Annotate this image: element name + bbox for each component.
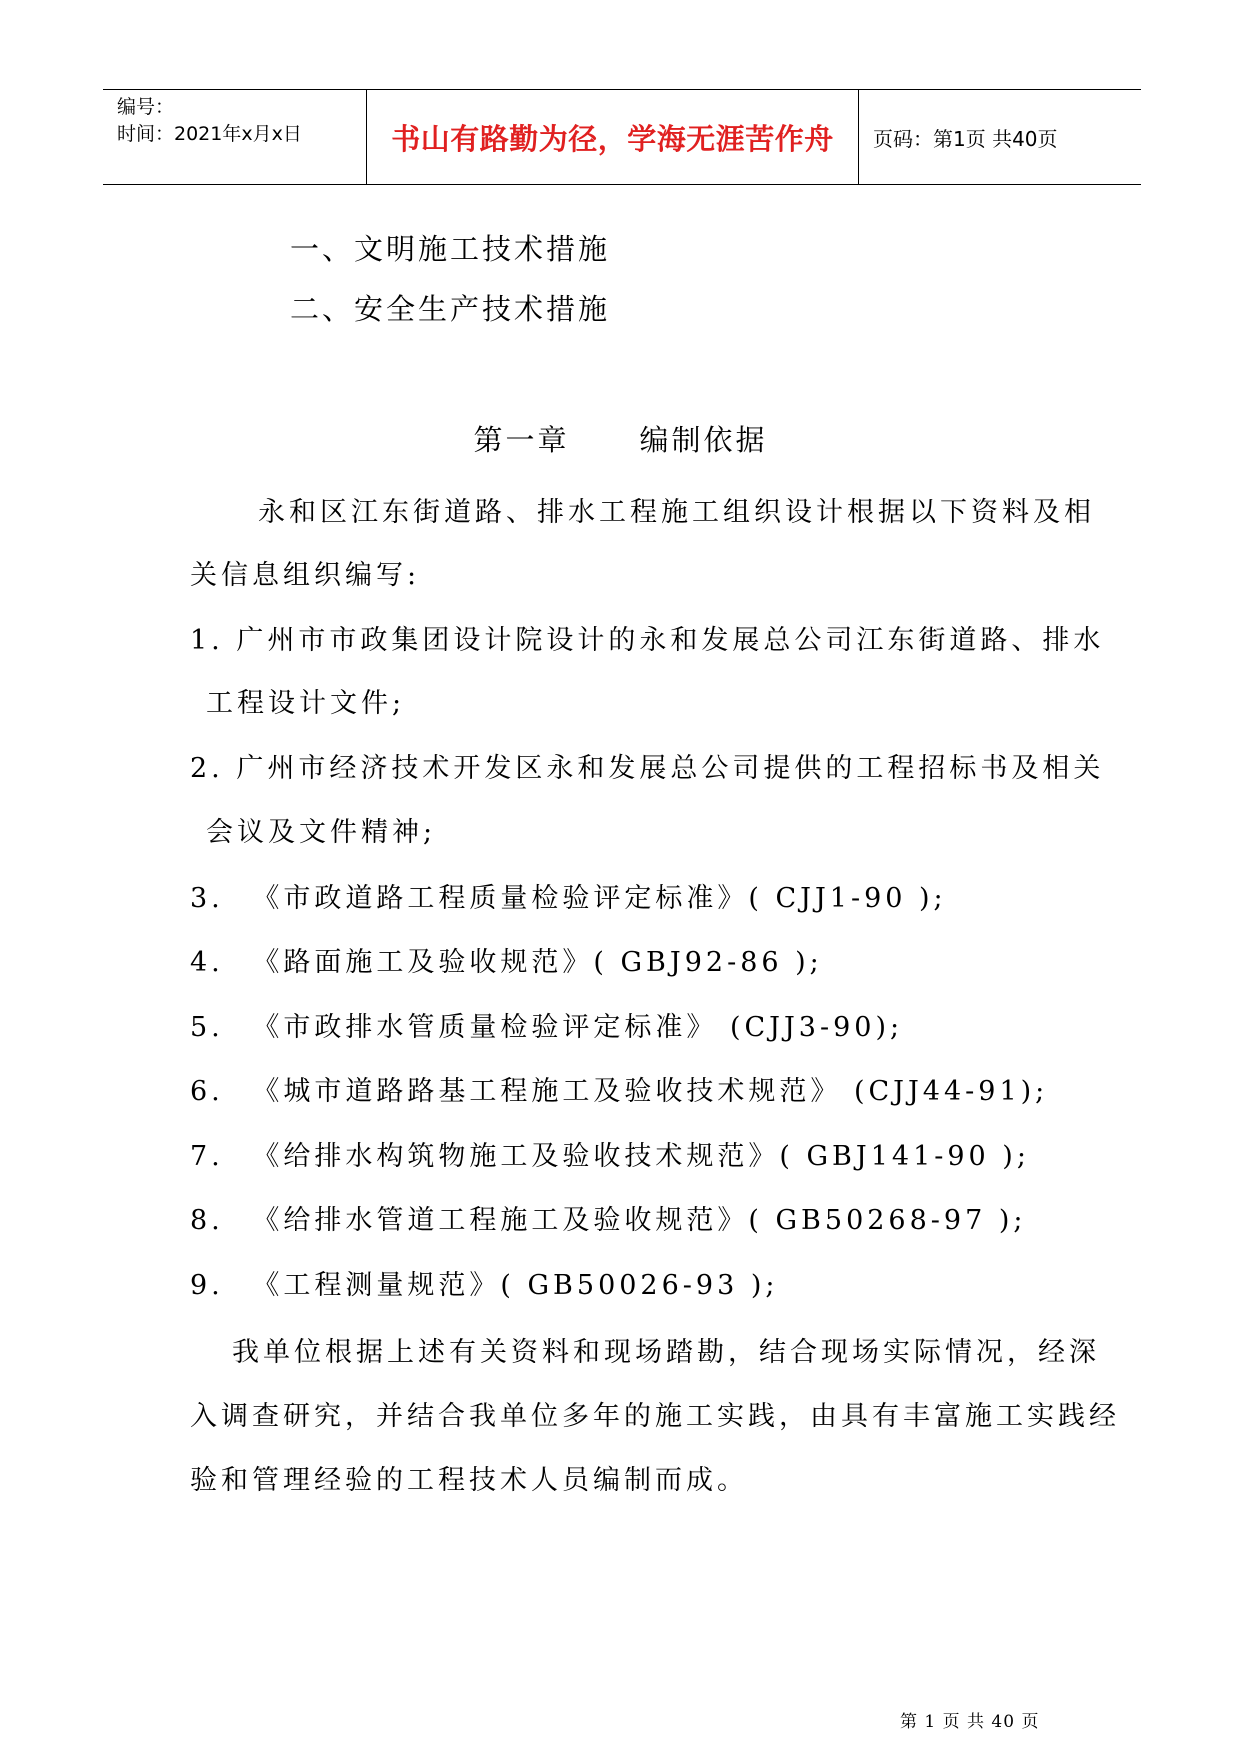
list-item-number: 8. [190,1205,224,1236]
list-item-1-continuation: 工程设计文件; [206,688,406,719]
closing-paragraph-line: 入调查研究，并结合我单位多年的施工实践，由具有丰富施工实践经 [190,1401,1120,1432]
chapter-title: 编制依据 [639,423,768,457]
list-item-8 [190,1198,1026,1237]
document-number-label: 编号： [117,96,175,118]
list-item-1 [190,618,1104,657]
closing-paragraph-line: 我单位根据上述有关资料和现场踏勘，结合现场实际情况，经深 [232,1337,1100,1368]
list-item-5 [190,1005,903,1044]
list-item-3 [190,876,947,915]
list-item-6 [190,1069,1048,1108]
header-meta [103,90,367,184]
toc-item-2: 二、安全生产技术措施 [290,292,611,326]
document-header [103,89,1141,185]
closing-paragraph-line: 验和管理经验的工程技术人员编制而成。 [190,1465,748,1496]
list-item-number: 4. [190,947,224,978]
list-item-text: 广州市经济技术开发区永和发展总公司提供的工程招标书及相关 [236,753,1105,784]
list-item-number: 3. [190,883,224,914]
list-item-number: 9. [190,1270,224,1301]
list-item-text: 《路面施工及验收规范》( GBJ92-86 ); [252,947,823,978]
list-item-text: 《市政道路工程质量检验评定标准》( CJJ1-90 ); [252,883,947,914]
intro-paragraph-line: 永和区江东街道路、排水工程施工组织设计根据以下资料及相 [258,497,1095,528]
list-item-number: 2. [190,753,224,784]
header-motto: 书山有路勤为径，学海无涯苦作舟 [367,90,859,184]
list-item-number: 5. [190,1012,224,1043]
intro-paragraph-line: 关信息组织编写: [190,560,421,591]
list-item-number: 6. [190,1076,224,1107]
document-time-label: 时间：2021年x月x日 [117,123,302,145]
list-item-2 [190,746,1104,785]
toc-item-1: 一、文明施工技术措施 [290,232,611,266]
chapter-heading [0,418,1241,459]
list-item-text: 《给排水管道工程施工及验收规范》( GB50268-97 ); [252,1205,1027,1236]
list-item-7 [190,1134,1030,1173]
chapter-number: 第一章 [473,423,570,457]
page-footer: 第 1 页 共 40 页 [900,1712,1040,1732]
list-item-number: 1. [190,625,224,656]
list-item-text: 广州市市政集团设计院设计的永和发展总公司江东街道路、排水 [236,625,1105,656]
list-item-4 [190,940,823,979]
list-item-9 [190,1263,778,1302]
list-item-text: 《市政排水管质量检验评定标准》 (CJJ3-90); [252,1012,904,1043]
list-item-text: 《工程测量规范》( GB50026-93 ); [252,1270,779,1301]
list-item-text: 《城市道路路基工程施工及验收技术规范》 (CJJ44-91); [252,1076,1049,1107]
list-item-2-continuation: 会议及文件精神; [206,817,437,848]
header-page-code: 页码：第1页 共40页 [873,126,1058,151]
list-item-number: 7. [190,1141,224,1172]
list-item-text: 《给排水构筑物施工及验收技术规范》( GBJ141-90 ); [252,1141,1030,1172]
